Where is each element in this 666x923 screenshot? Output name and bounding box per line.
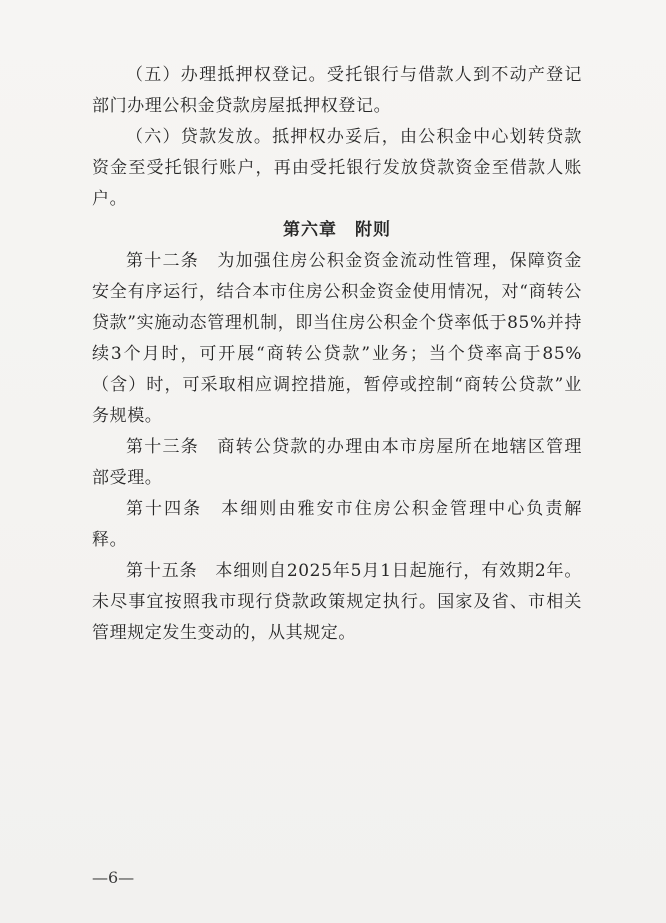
article-15: 第十五条 本细则自2025年5月1日起施行，有效期2年。未尽事宜按照我市现行贷款政策规定执行。国家及省、市相关管理规定发生变动的，从其规定。 — [92, 561, 582, 643]
article-14: 第十四条 本细则由雅安市住房公积金管理中心负责解释。 — [92, 499, 582, 550]
article-13: 第十三条 商转公贷款的办理由本市房屋所在地辖区管理部受理。 — [92, 437, 582, 488]
chapter-heading: 第六章 附则 — [283, 220, 391, 240]
article-12: 第十二条 为加强住房公积金资金流动性管理，保障资金安全有序运行，结合本市住房公积金资金使用情况，对“商转公贷款”实施动态管理机制，即当住房公积金个贷率低于85%并持续3个月时，可开展“商转公贷款”业务；当个贷率高于85%（含）时，可采取相应调控措施，暂停或控制“商转公贷款”业务规模。 — [92, 251, 582, 426]
paragraph-item-6: （六）贷款发放。抵押权办妥后，由公积金中心划转贷款资金至受托银行账户，再由受托银行发放贷款资金至借款人账户。 — [92, 127, 582, 209]
page-number: —6— — [92, 868, 135, 887]
paragraph-item-5: （五）办理抵押权登记。受托银行与借款人到不动产登记部门办理公积金贷款房屋抵押权登记。 — [92, 65, 582, 116]
document-body — [92, 60, 582, 649]
